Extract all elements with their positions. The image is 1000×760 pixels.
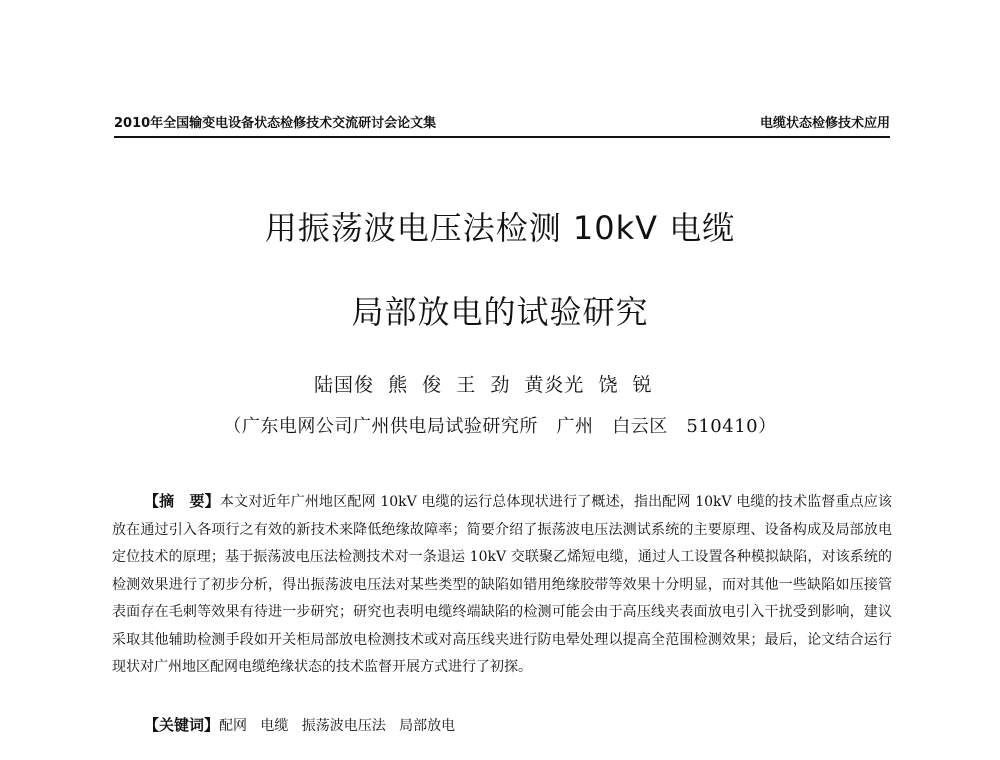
- abstract-paragraph: [112, 488, 892, 682]
- keywords-text: 配网 电缆 振荡波电压法 局部放电: [219, 718, 456, 734]
- abstract-label: 【摘 要】: [144, 492, 220, 510]
- keywords-label: 【关键词】: [144, 716, 220, 734]
- author-list: 陆国俊 熊 俊 王 劲 黄炎光 饶 锐: [314, 374, 653, 396]
- running-header: [114, 112, 890, 138]
- header-proceedings-title: 2010年全国输变电设备状态检修技术交流研讨会论文集: [114, 116, 437, 131]
- abstract-text: 本文对近年广州地区配网 10kV 电缆的运行总体现状进行了概述，指出配网 10kV 电缆的技术监督重点应该放在通过引入各项行之有效的新技术来降低绝缘故障率；简要介绍了振荡波电压法测试系统的主要原理、设备构成及局部放电定位技术的原理；基于振荡波电压法检测技术对一条退运 10kV 交联聚乙烯短电缆，通过人工设置各种模拟缺陷，对该系统的检测效果进行了初步分析，得出振荡波电压法对某些类型的缺陷如错用绝缘胶带等效果十分明显，而对其他一些缺陷如压接管表面存在毛刺等效果有待进一步研究；研究也表明电缆终端缺陷的检测可能会由于高压线夹表面放电引入干扰受到影响，建议采取其他辅助检测手段如开关柜局部放电检测技术或对高压线夹进行防电晕处理以提高全范围检测效果；最后，论文结合运行现状对广州地区配网电缆绝缘状态的技术监督开展方式进行了初探。: [112, 494, 892, 675]
- keywords-line: [144, 714, 455, 735]
- author-affiliation: （广东电网公司广州供电局试验研究所 广州 白云区 510410）: [223, 416, 777, 437]
- header-section-title: 电缆状态检修技术应用: [759, 116, 890, 131]
- paper-title-line-1: 用振荡波电压法检测 10kV 电缆: [264, 209, 736, 247]
- paper-title-line-2: 局部放电的试验研究: [351, 293, 649, 331]
